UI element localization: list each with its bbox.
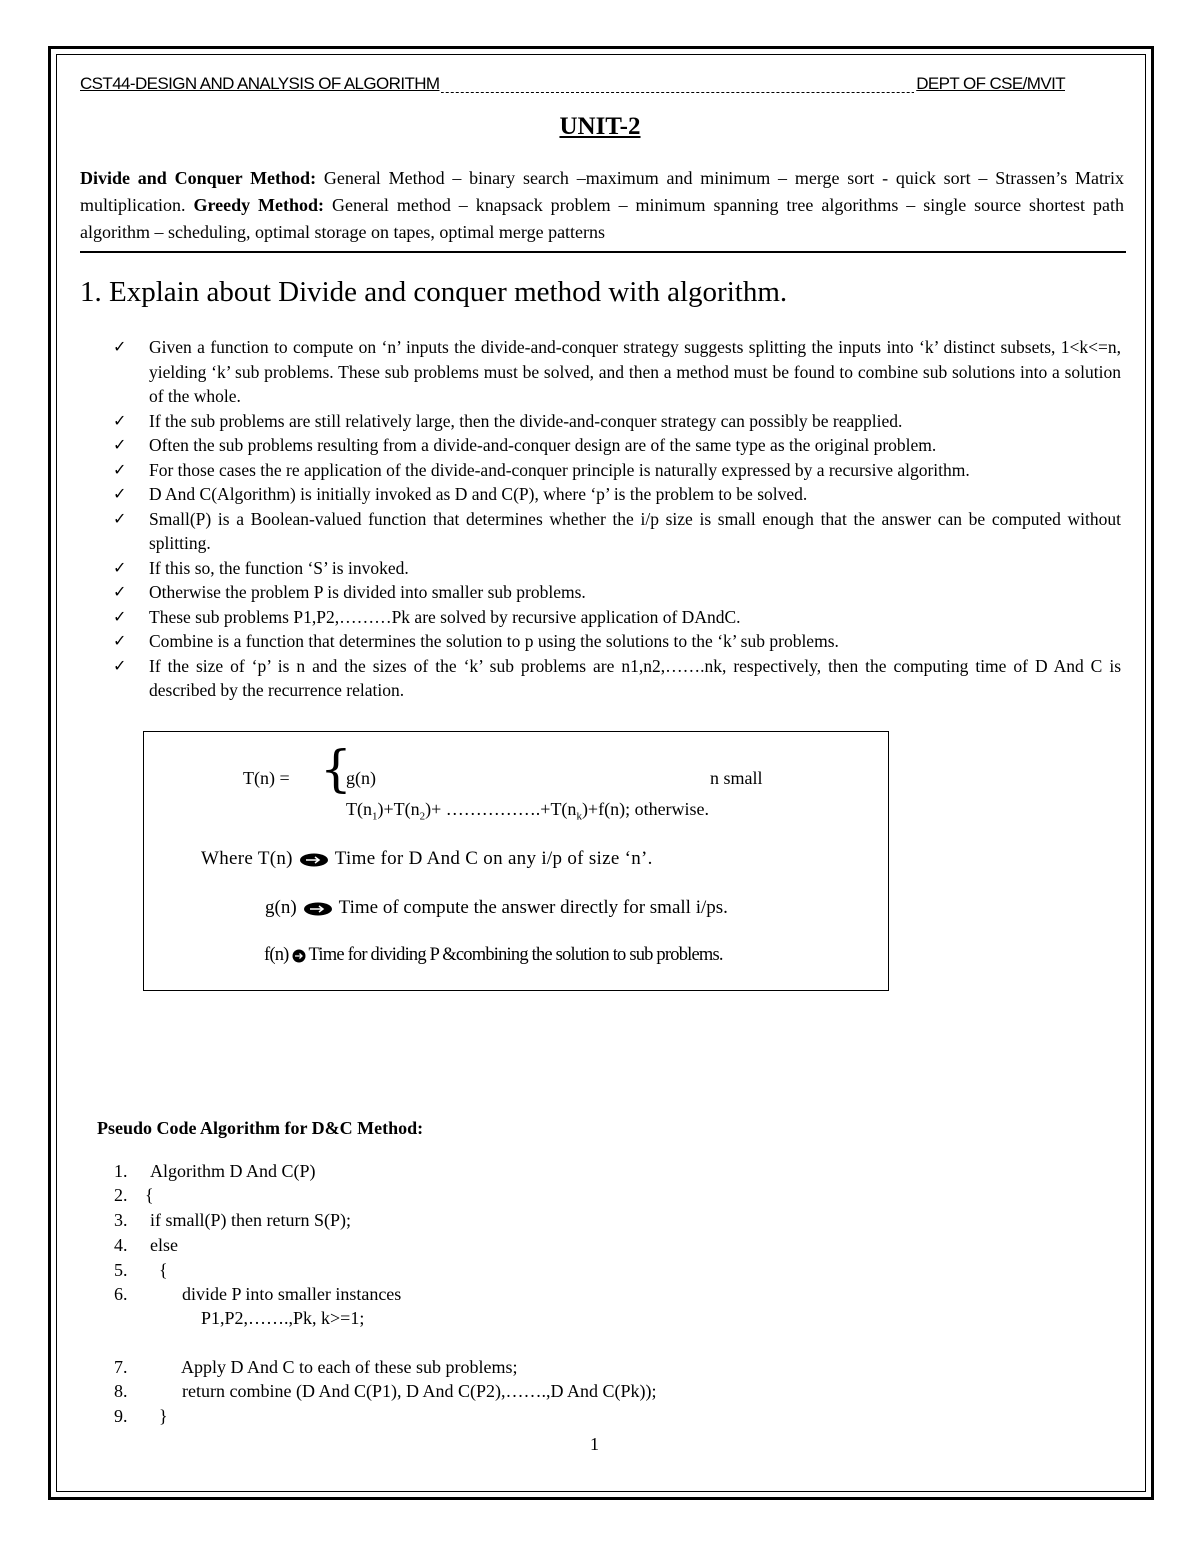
syllabus-dc-label: Divide and Conquer Method:: [80, 168, 317, 188]
arrow-right-icon: [299, 853, 329, 867]
list-item: ✓ These sub problems P1,P2,………Pk are solved by recursive application of DAndC.: [113, 605, 1121, 630]
header-department: DEPT OF CSE/MVIT: [916, 74, 1065, 93]
checkmark-icon: ✓: [113, 484, 127, 503]
code-line: 3. if small(P) then return S(P);: [114, 1210, 351, 1230]
page-number: 1: [590, 1434, 599, 1454]
where-fn: f(n) Time for dividing P &combining the solution to sub problems.: [264, 945, 723, 965]
recurrence-lhs: T(n) =: [243, 768, 290, 788]
checkmark-icon: ✓: [113, 606, 127, 626]
checkmark-icon: ✓: [113, 435, 127, 454]
question-heading: 1. Explain about Divide and conquer method with algorithm.: [80, 276, 788, 308]
syllabus-dc-text: General Method – binary search –maximum and minimum – merge sort - quick sort – Strassen’s Matrix multiplication.: [80, 168, 1124, 215]
recurrence-case-otherwise: $T(n_1)+T(n_2)+$ $\dots\dots\dots\dots\dots.+T(n_k)+f(n)$; otherwise.: [346, 799, 710, 823]
checkmark-icon: ✓: [113, 631, 127, 650]
code-line: 5. {: [114, 1260, 168, 1280]
list-item: ✓ For those cases the re application of the divide-and-conquer principle is naturally expressed by a recursive algorithm.: [113, 458, 1121, 483]
code-line: 1. Algorithm D And C(P): [114, 1161, 316, 1181]
recurrence-case-small: g(n): [346, 768, 376, 788]
where-gn: g(n) Time of compute the answer directly for small i/ps.: [265, 897, 728, 918]
unit-title: UNIT-2: [559, 113, 641, 140]
checkmark-icon: ✓: [113, 655, 127, 675]
syllabus-greedy-text: General method – knapsack problem – minimum spanning tree algorithms – single source shortest path algorithm – scheduling, optimal storage on tapes, optimal merge patterns: [80, 195, 1124, 242]
list-item: ✓ Small(P) is a Boolean-valued function that determines whether the i/p size is small enough that the answer can be computed without splitting.: [113, 508, 1121, 553]
list-item: ✓ Combine is a function that determines the solution to p using the solutions to the ‘k’ sub problems.: [113, 629, 1121, 654]
where-tn: Where T(n) Time for D And C on any i/p of size ‘n’.: [201, 848, 653, 869]
list-item: ✓ Given a function to compute on ‘n’ inputs the divide-and-conquer strategy suggests splitting the inputs into ‘k’ distinct subsets, 1<k<=n, yielding ‘k’ sub problems. These sub problems must be solved, and then a method must be found to combine sub solutions into a solution of the whole.: [113, 337, 1121, 406]
arrow-right-icon: [292, 949, 306, 963]
section-divider: [80, 251, 1126, 253]
code-line: 9. }: [114, 1406, 168, 1426]
checkmark-icon: ✓: [113, 459, 127, 479]
code-line: 6. divide P into smaller instances: [114, 1284, 402, 1304]
syllabus-paragraph: [80, 165, 1124, 246]
left-brace-icon: {: [320, 740, 352, 798]
page-header: [80, 74, 1065, 98]
list-item: ✓ Otherwise the problem P is divided into smaller sub problems.: [113, 580, 1121, 605]
arrow-right-icon: [303, 902, 333, 916]
checkmark-icon: ✓: [113, 557, 127, 577]
checkmark-icon: ✓: [113, 508, 127, 528]
list-item: ✓ If the sub problems are still relatively large, then the divide-and-conquer strategy can possibly be reapplied.: [113, 409, 1121, 434]
header-course-title: CST44-DESIGN AND ANALYSIS OF ALGORITHM: [80, 74, 440, 93]
bullet-list: [113, 335, 1121, 703]
list-item: ✓ If the size of ‘p’ is n and the sizes of the ‘k’ sub problems are n1,n2,…….nk, respectively, then the computing time of D And C is described by the recurrence relation.: [113, 655, 1121, 700]
list-item: ✓ If this so, the function ‘S’ is invoked.: [113, 556, 1121, 581]
code-line: 4. else: [114, 1235, 178, 1255]
list-item: ✓ D And C(Algorithm) is initially invoked as D and C(P), where ‘p’ is the problem to be solved.: [113, 482, 1121, 507]
recurrence-case-small-condition: n small: [710, 768, 763, 788]
code-line: 8. return combine (D And C(P1), D And C(P2),…….,D And C(Pk));: [114, 1381, 657, 1401]
checkmark-icon: ✓: [113, 337, 127, 356]
code-line: 2. {: [114, 1185, 154, 1205]
syllabus-greedy-label: Greedy Method:: [193, 195, 325, 215]
pseudo-code-title: Pseudo Code Algorithm for D&C Method:: [97, 1118, 424, 1138]
checkmark-icon: ✓: [113, 582, 127, 601]
code-line: 7. Apply D And C to each of these sub problems;: [114, 1357, 518, 1377]
list-item: ✓ Often the sub problems resulting from a divide-and-conquer design are of the same type as the original problem.: [113, 433, 1121, 458]
checkmark-icon: ✓: [113, 410, 127, 430]
